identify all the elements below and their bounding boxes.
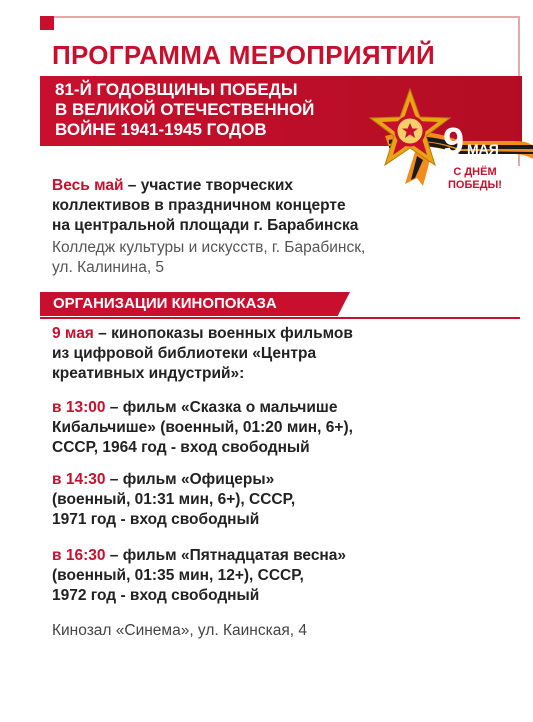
event-text: – кинопоказы военных фильмов	[93, 325, 353, 342]
event-text: – участие творческих	[123, 177, 294, 194]
film-time: в 13:00	[52, 399, 106, 416]
cinema-address: Кинозал «Синема», ул. Каинская, 4	[52, 622, 307, 639]
film-text: 1972 год - вход свободный	[52, 587, 260, 604]
event-venue	[52, 238, 452, 278]
section-divider	[40, 317, 520, 319]
event-text: из цифровой библиотеки «Центра	[52, 345, 317, 362]
event-text: на центральной площади г. Барабинска	[52, 217, 359, 234]
event-concert	[52, 176, 412, 236]
greeting-line: ПОБЕДЫ!	[448, 179, 502, 191]
banner-text	[55, 80, 385, 140]
section-header-label: ОРГАНИЗАЦИИ КИНОПОКАЗА	[53, 295, 277, 312]
film-text: – фильм «Сказка о мальчише	[105, 399, 338, 416]
venue-line: ул. Калинина, 5	[52, 259, 165, 276]
film-text: – фильм «Офицеры»	[105, 471, 275, 488]
film-text: Кибальчише» (военный, 01:20 мин, 6+),	[52, 419, 353, 436]
event-date: Весь май	[52, 177, 124, 194]
banner-line: 81-Й ГОДОВЩИНЫ ПОБЕДЫ	[55, 80, 298, 99]
event-text: креативных индустрий»:	[52, 365, 245, 382]
film-text: – фильм «Пятнадцатая весна»	[105, 547, 347, 564]
victory-greeting	[440, 166, 510, 192]
film-time: в 16:30	[52, 547, 106, 564]
film-time: в 14:30	[52, 471, 106, 488]
film-screening	[52, 398, 432, 458]
film-screening	[52, 546, 432, 606]
film-text: (военный, 01:31 мин, 6+), СССР,	[52, 491, 296, 508]
month-label: МАЯ	[467, 141, 499, 157]
greeting-line: С ДНЁМ	[453, 166, 497, 178]
banner-line: ВОЙНЕ 1941-1945 ГОДОВ	[55, 120, 267, 139]
venue-line: Колледж культуры и искусств, г. Барабинск,	[52, 239, 366, 256]
film-screening	[52, 470, 432, 530]
frame-corner-accent	[40, 16, 54, 30]
event-screenings	[52, 324, 432, 384]
banner-line: В ВЕЛИКОЙ ОТЕЧЕСТВЕННОЙ	[55, 100, 315, 119]
day-number: 9	[443, 121, 465, 163]
film-text: СССР, 1964 год - вход свободный	[52, 439, 310, 456]
film-text: 1971 год - вход свободный	[52, 511, 260, 528]
film-text: (военный, 01:35 мин, 12+), СССР,	[52, 567, 304, 584]
page-title: ПРОГРАММА МЕРОПРИЯТИЙ	[52, 40, 435, 70]
event-date: 9 мая	[52, 325, 94, 342]
event-text: коллективов в праздничном концерте	[52, 197, 346, 214]
order-of-patriotic-war-icon	[370, 89, 450, 165]
